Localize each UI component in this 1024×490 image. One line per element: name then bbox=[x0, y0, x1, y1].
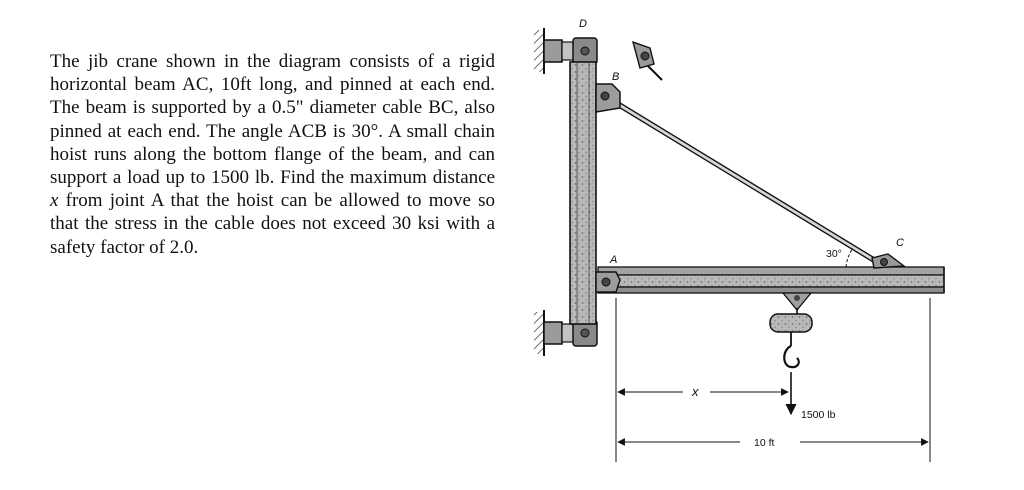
pin-detail-sketch bbox=[633, 42, 662, 80]
cable-bc bbox=[603, 95, 887, 268]
label-span: 10 ft bbox=[754, 437, 775, 449]
chain-hoist bbox=[770, 293, 812, 367]
variable-x: x bbox=[50, 190, 59, 212]
label-x: x bbox=[692, 384, 699, 399]
angle-arc bbox=[846, 248, 853, 267]
label-c: C bbox=[896, 237, 904, 249]
problem-text-part-2: from joint A that the hoist can be allowed to move so that the stress in the cable does not exceed 30 ksi with a safety factor of 2.0. bbox=[50, 190, 495, 258]
joint-c-bracket bbox=[872, 254, 904, 268]
label-d: D bbox=[579, 18, 587, 30]
label-load: 1500 lb bbox=[801, 409, 836, 421]
vertical-mast bbox=[570, 62, 596, 324]
problem-text-part-1: The jib crane shown in the diagram consists of a rigid horizontal beam AC, 10ft long, and pinned at each end. The beam is supported by a 0.5" diameter cable BC, also pinned at each end. The angle ACB is 30°. A small chain hoist runs along the bottom flange of the beam, and can support a load up to 1500 lb. Find the maximum distance bbox=[50, 51, 495, 189]
label-b: B bbox=[612, 71, 620, 83]
label-angle: 30° bbox=[826, 248, 842, 260]
label-a: A bbox=[610, 254, 618, 266]
joint-a-bracket bbox=[596, 272, 620, 292]
horizontal-beam-ac bbox=[598, 267, 944, 293]
joint-b-bracket bbox=[596, 84, 620, 112]
